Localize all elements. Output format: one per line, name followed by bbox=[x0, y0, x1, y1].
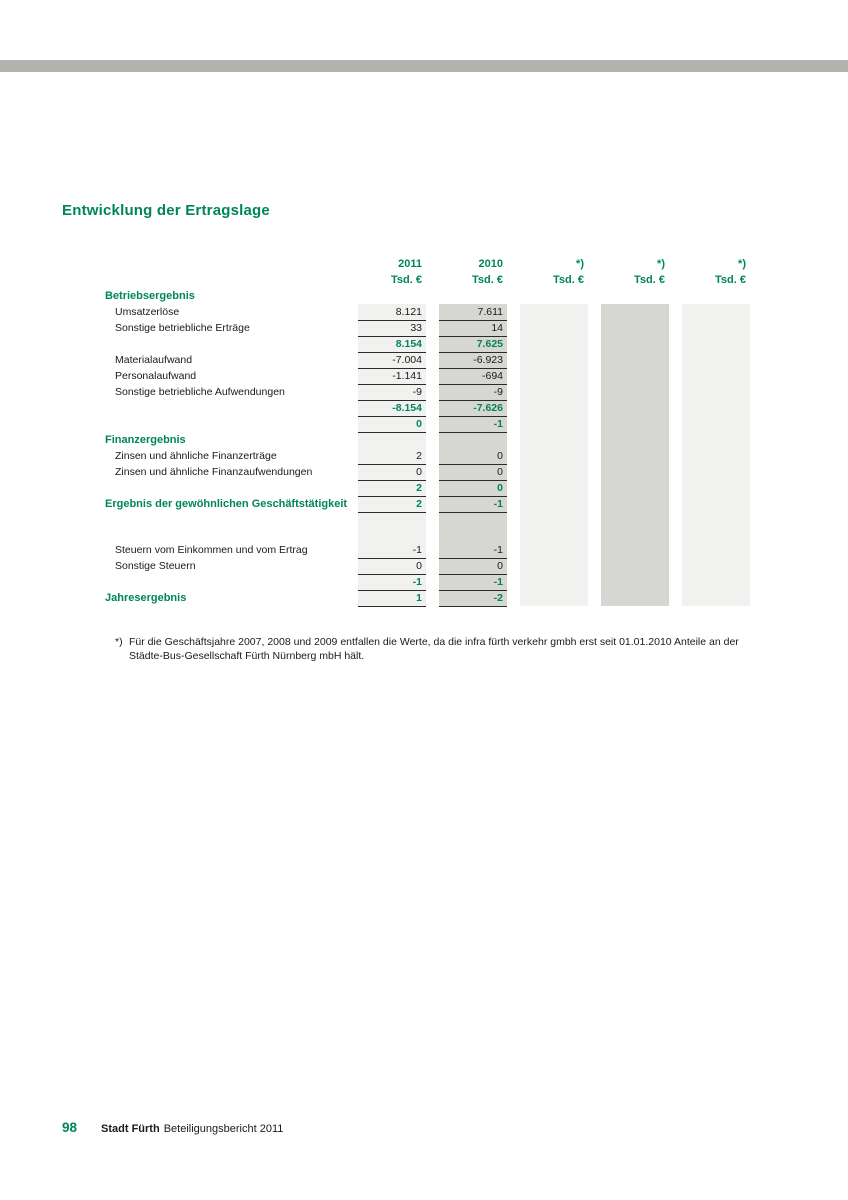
column-gap bbox=[507, 288, 520, 304]
value-cell bbox=[682, 304, 750, 320]
value-cell: 0 bbox=[358, 416, 426, 432]
value-cell bbox=[682, 320, 750, 336]
column-unit-header: Tsd. € bbox=[391, 274, 422, 286]
row-label: Sonstige betriebliche Erträge bbox=[115, 322, 250, 334]
value-cell: -2 bbox=[439, 590, 507, 606]
table-row bbox=[105, 512, 750, 542]
value-cell bbox=[520, 512, 588, 542]
value-cell: -1.141 bbox=[358, 368, 426, 384]
column-gap bbox=[669, 464, 682, 480]
table-header bbox=[105, 256, 750, 288]
column-gap bbox=[507, 558, 520, 574]
column-gap bbox=[669, 336, 682, 352]
column-year-header: 2011 bbox=[398, 258, 422, 270]
value-cell bbox=[601, 448, 669, 464]
column-gap bbox=[669, 574, 682, 590]
value-cell: 0 bbox=[439, 448, 507, 464]
table-row bbox=[105, 448, 750, 464]
column-gap bbox=[669, 352, 682, 368]
header-label-spacer bbox=[105, 272, 358, 288]
column-gap bbox=[507, 416, 520, 432]
column-gap bbox=[507, 480, 520, 496]
value-cell bbox=[520, 352, 588, 368]
value-cell bbox=[601, 464, 669, 480]
value-cell bbox=[520, 336, 588, 352]
value-cell bbox=[682, 448, 750, 464]
column-gap bbox=[426, 400, 439, 416]
value-cell: 2 bbox=[358, 480, 426, 496]
column-gap bbox=[588, 336, 601, 352]
row-label: Ergebnis der gewöhnlichen Geschäftstätigkeit bbox=[105, 498, 348, 510]
value-cell bbox=[520, 464, 588, 480]
value-cell: -7.626 bbox=[439, 400, 507, 416]
footnote-text: Für die Geschäftsjahre 2007, 2008 und 2009 entfallen die Werte, da die infra fürth verkehr gmbh erst seit 01.01.2010 Anteile an der Städte-Bus-Gesellschaft Fürth Nürnberg mbH hält. bbox=[129, 636, 739, 662]
value-cell: 0 bbox=[439, 558, 507, 574]
row-label: Personalaufwand bbox=[115, 370, 197, 382]
value-cell bbox=[682, 512, 750, 542]
column-gap bbox=[426, 304, 439, 320]
value-cell bbox=[520, 416, 588, 432]
value-cell bbox=[601, 352, 669, 368]
column-gap bbox=[669, 590, 682, 606]
value-cell: 0 bbox=[439, 464, 507, 480]
column-gap bbox=[426, 336, 439, 352]
table-body bbox=[105, 288, 750, 606]
value-cell bbox=[601, 558, 669, 574]
value-cell bbox=[682, 336, 750, 352]
row-label: Zinsen und ähnliche Finanzaufwendungen bbox=[115, 466, 313, 478]
table-row bbox=[105, 480, 750, 496]
column-gap bbox=[588, 272, 601, 288]
value-cell bbox=[601, 512, 669, 542]
header-row-year bbox=[105, 256, 750, 272]
column-gap bbox=[588, 256, 601, 272]
value-cell: -1 bbox=[439, 574, 507, 590]
value-cell: 7.611 bbox=[439, 304, 507, 320]
column-gap bbox=[507, 448, 520, 464]
column-gap bbox=[588, 464, 601, 480]
table-row bbox=[105, 304, 750, 320]
column-gap bbox=[588, 542, 601, 558]
value-cell: -1 bbox=[439, 496, 507, 512]
column-gap bbox=[588, 574, 601, 590]
value-cell: -1 bbox=[439, 416, 507, 432]
column-unit-header: Tsd. € bbox=[715, 274, 746, 286]
row-label bbox=[105, 400, 358, 416]
table-row bbox=[105, 542, 750, 558]
value-cell bbox=[520, 574, 588, 590]
row-label: Jahresergebnis bbox=[105, 592, 187, 604]
value-cell: -6.923 bbox=[439, 352, 507, 368]
column-gap bbox=[507, 352, 520, 368]
column-gap bbox=[426, 432, 439, 448]
value-cell bbox=[682, 496, 750, 512]
column-gap bbox=[669, 400, 682, 416]
column-gap bbox=[507, 368, 520, 384]
value-cell bbox=[358, 288, 426, 304]
column-gap bbox=[426, 480, 439, 496]
row-label: Finanzergebnis bbox=[105, 434, 186, 446]
column-gap bbox=[507, 574, 520, 590]
column-gap bbox=[669, 304, 682, 320]
column-gap bbox=[669, 320, 682, 336]
value-cell bbox=[682, 464, 750, 480]
row-label bbox=[105, 480, 358, 496]
value-cell bbox=[439, 432, 507, 448]
row-label: Zinsen und ähnliche Finanzerträge bbox=[115, 450, 277, 462]
value-cell bbox=[601, 432, 669, 448]
value-cell bbox=[601, 400, 669, 416]
value-cell: -1 bbox=[358, 542, 426, 558]
column-gap bbox=[507, 542, 520, 558]
value-cell bbox=[520, 304, 588, 320]
value-cell bbox=[520, 542, 588, 558]
table-row bbox=[105, 384, 750, 400]
column-gap bbox=[588, 448, 601, 464]
value-cell bbox=[682, 368, 750, 384]
value-cell: 7.625 bbox=[439, 336, 507, 352]
column-gap bbox=[669, 448, 682, 464]
column-gap bbox=[669, 384, 682, 400]
value-cell bbox=[439, 512, 507, 542]
column-gap bbox=[669, 480, 682, 496]
footnote-marker: *) bbox=[115, 636, 123, 648]
column-gap bbox=[588, 304, 601, 320]
column-gap bbox=[669, 288, 682, 304]
column-gap bbox=[588, 288, 601, 304]
value-cell: 0 bbox=[439, 480, 507, 496]
table-row bbox=[105, 368, 750, 384]
column-gap bbox=[426, 574, 439, 590]
value-cell: 33 bbox=[358, 320, 426, 336]
column-gap bbox=[507, 304, 520, 320]
column-gap bbox=[426, 384, 439, 400]
value-cell bbox=[520, 320, 588, 336]
value-cell bbox=[682, 384, 750, 400]
column-gap bbox=[426, 256, 439, 272]
column-year-header: *) bbox=[576, 258, 584, 270]
column-year-header: 2010 bbox=[478, 258, 503, 270]
footer-brand: Stadt Fürth bbox=[101, 1123, 160, 1135]
column-gap bbox=[426, 352, 439, 368]
table-row bbox=[105, 464, 750, 480]
value-cell bbox=[601, 304, 669, 320]
value-cell bbox=[358, 512, 426, 542]
row-label: Sonstige Steuern bbox=[115, 560, 196, 572]
value-cell bbox=[520, 368, 588, 384]
column-gap bbox=[669, 256, 682, 272]
table-row bbox=[105, 320, 750, 336]
table-row bbox=[105, 590, 750, 606]
value-cell bbox=[520, 590, 588, 606]
column-gap bbox=[588, 432, 601, 448]
value-cell bbox=[682, 400, 750, 416]
column-gap bbox=[669, 542, 682, 558]
column-gap bbox=[669, 416, 682, 432]
value-cell bbox=[520, 496, 588, 512]
value-cell bbox=[601, 416, 669, 432]
column-gap bbox=[507, 590, 520, 606]
column-gap bbox=[588, 416, 601, 432]
value-cell bbox=[601, 496, 669, 512]
column-gap bbox=[507, 400, 520, 416]
value-cell bbox=[520, 432, 588, 448]
column-gap bbox=[588, 352, 601, 368]
column-gap bbox=[669, 272, 682, 288]
column-gap bbox=[588, 512, 601, 542]
column-gap bbox=[507, 336, 520, 352]
column-gap bbox=[588, 384, 601, 400]
footnote bbox=[115, 636, 755, 663]
value-cell bbox=[682, 574, 750, 590]
column-gap bbox=[507, 384, 520, 400]
value-cell: -1 bbox=[358, 574, 426, 590]
column-gap bbox=[507, 272, 520, 288]
value-cell bbox=[601, 368, 669, 384]
column-unit-header: Tsd. € bbox=[634, 274, 665, 286]
value-cell bbox=[601, 480, 669, 496]
value-cell bbox=[601, 384, 669, 400]
value-cell: -9 bbox=[439, 384, 507, 400]
value-cell bbox=[601, 542, 669, 558]
table-row bbox=[105, 432, 750, 448]
value-cell bbox=[439, 288, 507, 304]
value-cell: 2 bbox=[358, 496, 426, 512]
column-gap bbox=[669, 512, 682, 542]
column-gap bbox=[426, 320, 439, 336]
row-label bbox=[105, 574, 358, 590]
table-row bbox=[105, 288, 750, 304]
value-cell: 1 bbox=[358, 590, 426, 606]
column-unit-header: Tsd. € bbox=[472, 274, 503, 286]
column-gap bbox=[426, 558, 439, 574]
table-row bbox=[105, 352, 750, 368]
column-gap bbox=[588, 590, 601, 606]
column-gap bbox=[507, 432, 520, 448]
value-cell bbox=[601, 320, 669, 336]
row-label: Betriebsergebnis bbox=[105, 290, 195, 302]
column-gap bbox=[507, 320, 520, 336]
value-cell bbox=[601, 574, 669, 590]
value-cell bbox=[682, 416, 750, 432]
value-cell: 14 bbox=[439, 320, 507, 336]
column-gap bbox=[426, 272, 439, 288]
column-gap bbox=[426, 496, 439, 512]
column-year-header: *) bbox=[657, 258, 665, 270]
header-row-unit bbox=[105, 272, 750, 288]
value-cell bbox=[520, 480, 588, 496]
value-cell: 0 bbox=[358, 464, 426, 480]
value-cell: -8.154 bbox=[358, 400, 426, 416]
column-gap bbox=[588, 400, 601, 416]
column-gap bbox=[588, 368, 601, 384]
page-title: Entwicklung der Ertragslage bbox=[62, 202, 270, 219]
page-number: 98 bbox=[62, 1120, 78, 1135]
value-cell bbox=[520, 558, 588, 574]
page-footer bbox=[62, 1120, 283, 1135]
value-cell bbox=[682, 480, 750, 496]
table-row bbox=[105, 416, 750, 432]
column-gap bbox=[669, 496, 682, 512]
column-gap bbox=[426, 542, 439, 558]
value-cell bbox=[520, 400, 588, 416]
column-gap bbox=[588, 320, 601, 336]
value-cell: -694 bbox=[439, 368, 507, 384]
top-divider-bar bbox=[0, 60, 848, 72]
column-gap bbox=[669, 432, 682, 448]
value-cell bbox=[682, 558, 750, 574]
column-gap bbox=[426, 448, 439, 464]
column-gap bbox=[507, 256, 520, 272]
row-label bbox=[105, 416, 358, 432]
column-year-header: *) bbox=[738, 258, 746, 270]
table-row bbox=[105, 400, 750, 416]
column-gap bbox=[588, 558, 601, 574]
table-row bbox=[105, 496, 750, 512]
row-label bbox=[105, 512, 358, 542]
column-gap bbox=[588, 496, 601, 512]
table-row bbox=[105, 558, 750, 574]
value-cell bbox=[520, 288, 588, 304]
value-cell bbox=[682, 352, 750, 368]
value-cell bbox=[682, 542, 750, 558]
value-cell bbox=[358, 432, 426, 448]
column-gap bbox=[669, 558, 682, 574]
row-label bbox=[105, 336, 358, 352]
column-gap bbox=[426, 288, 439, 304]
column-gap bbox=[507, 512, 520, 542]
value-cell bbox=[520, 384, 588, 400]
table-row bbox=[105, 336, 750, 352]
column-gap bbox=[426, 416, 439, 432]
value-cell: -1 bbox=[439, 542, 507, 558]
header-label-spacer bbox=[105, 256, 358, 272]
row-label: Steuern vom Einkommen und vom Ertrag bbox=[115, 544, 308, 556]
column-gap bbox=[426, 590, 439, 606]
column-unit-header: Tsd. € bbox=[553, 274, 584, 286]
earnings-table bbox=[105, 256, 750, 607]
column-gap bbox=[588, 480, 601, 496]
footer-report-title: Beteiligungsbericht 2011 bbox=[163, 1123, 284, 1135]
value-cell bbox=[520, 448, 588, 464]
value-cell bbox=[601, 336, 669, 352]
value-cell: -7.004 bbox=[358, 352, 426, 368]
value-cell: 0 bbox=[358, 558, 426, 574]
value-cell bbox=[682, 590, 750, 606]
table-row bbox=[105, 574, 750, 590]
column-gap bbox=[426, 512, 439, 542]
row-label: Sonstige betriebliche Aufwendungen bbox=[115, 386, 285, 398]
column-gap bbox=[669, 368, 682, 384]
value-cell: 8.154 bbox=[358, 336, 426, 352]
column-gap bbox=[426, 464, 439, 480]
column-gap bbox=[426, 368, 439, 384]
value-cell: 8.121 bbox=[358, 304, 426, 320]
value-cell bbox=[682, 288, 750, 304]
column-gap bbox=[507, 496, 520, 512]
value-cell bbox=[682, 432, 750, 448]
row-label: Umsatzerlöse bbox=[115, 306, 180, 318]
value-cell: 2 bbox=[358, 448, 426, 464]
value-cell bbox=[601, 590, 669, 606]
value-cell: -9 bbox=[358, 384, 426, 400]
column-gap bbox=[507, 464, 520, 480]
value-cell bbox=[601, 288, 669, 304]
row-label: Materialaufwand bbox=[115, 354, 193, 366]
